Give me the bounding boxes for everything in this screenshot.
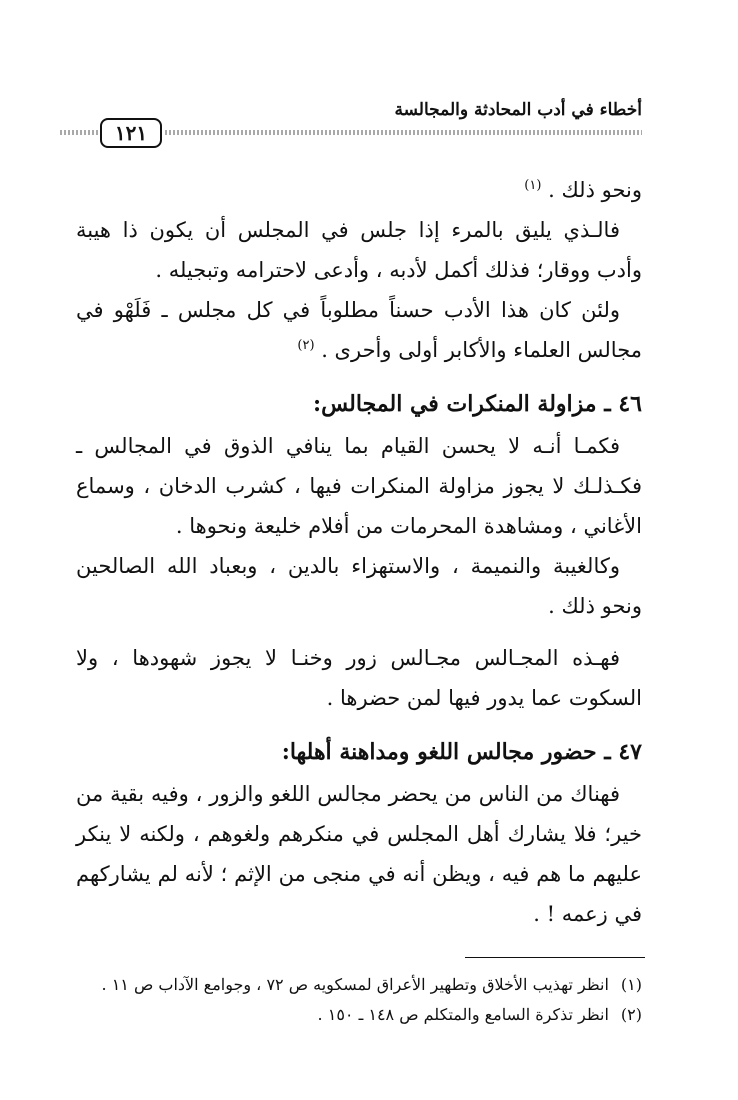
footnote-1-number: (١) (620, 975, 642, 994)
paragraph-1-text: ونحو ذلك . (548, 178, 642, 202)
footnote-1-text: انظر تهذيب الأخلاق وتطهير الأعراق لمسكويه ص ٧٢ ، وجوامع الآداب ص ١١ . (101, 975, 609, 994)
footnotes (76, 970, 642, 1030)
footnote-ref-1: (١) (524, 178, 542, 193)
paragraph-1 (76, 170, 642, 210)
section-heading-46: ٤٦ ـ مزاولة المنكرات في المجالس: (313, 391, 642, 417)
section-heading-47: ٤٧ ـ حضور مجالس اللغو ومداهنة أهلها: (281, 739, 642, 765)
footnote-2 (76, 1000, 642, 1030)
paragraph-3-text: ولئن كان هذا الأدب حسناً مطلوباً في كل مجلس ـ فَلَهْو في مجالس العلماء والأكابر أولى وأحرى . (76, 298, 642, 362)
page-body (76, 170, 642, 934)
header-rule (165, 130, 642, 135)
footnote-2-number: (٢) (620, 1005, 642, 1024)
paragraph-2: فالـذي يليق بالمرء إذا جلس في المجلس أن يكون ذا هيبة وأدب ووقار؛ فذلك أكمل لأدبه ، وأدعى لاحترامه وتبجيله . (76, 218, 642, 282)
footnote-separator (465, 957, 645, 958)
paragraph-4: فكمـا أنـه لا يحسن القيام بما ينافي الذوق في المجالس ـ فكـذلـك لا يجوز مزاولة المنكرات فيها ، كشرب الدخان ، وسماع الأغاني ، ومشاهدة المحرمات من أفلام خليعة ونحوها . (76, 434, 642, 538)
footnote-1 (76, 970, 642, 1000)
running-header-title: أخطاء في أدب المحادثة والمجالسة (394, 100, 642, 120)
page-number: ١٢١ (100, 118, 162, 148)
footnote-ref-2: (٢) (297, 338, 315, 353)
footnote-2-text: انظر تذكرة السامع والمتكلم ص ١٤٨ ـ ١٥٠ . (317, 1005, 609, 1024)
paragraph-5: وكالغيبة والنميمة ، والاستهزاء بالدين ، وبعباد الله الصالحين ونحو ذلك . (76, 554, 642, 618)
paragraph-3 (76, 290, 642, 370)
paragraph-7: فهناك من الناس من يحضر مجالس اللغو والزور ، وفيه بقية من خير؛ فلا يشارك أهل المجلس في منكرهم ولغوهم ، ولكنه لا ينكر عليهم ما هم فيه ، ويظن أنه في منجى من الإثم ؛ لأنه لم يشاركهم في زعمه ! . (76, 782, 642, 926)
paragraph-6: فهـذه المجـالس مجـالس زور وخنـا لا يجوز شهودها ، ولا السكوت عما يدور فيها لمن حضرها . (76, 646, 642, 710)
header-rule-left (60, 130, 100, 135)
